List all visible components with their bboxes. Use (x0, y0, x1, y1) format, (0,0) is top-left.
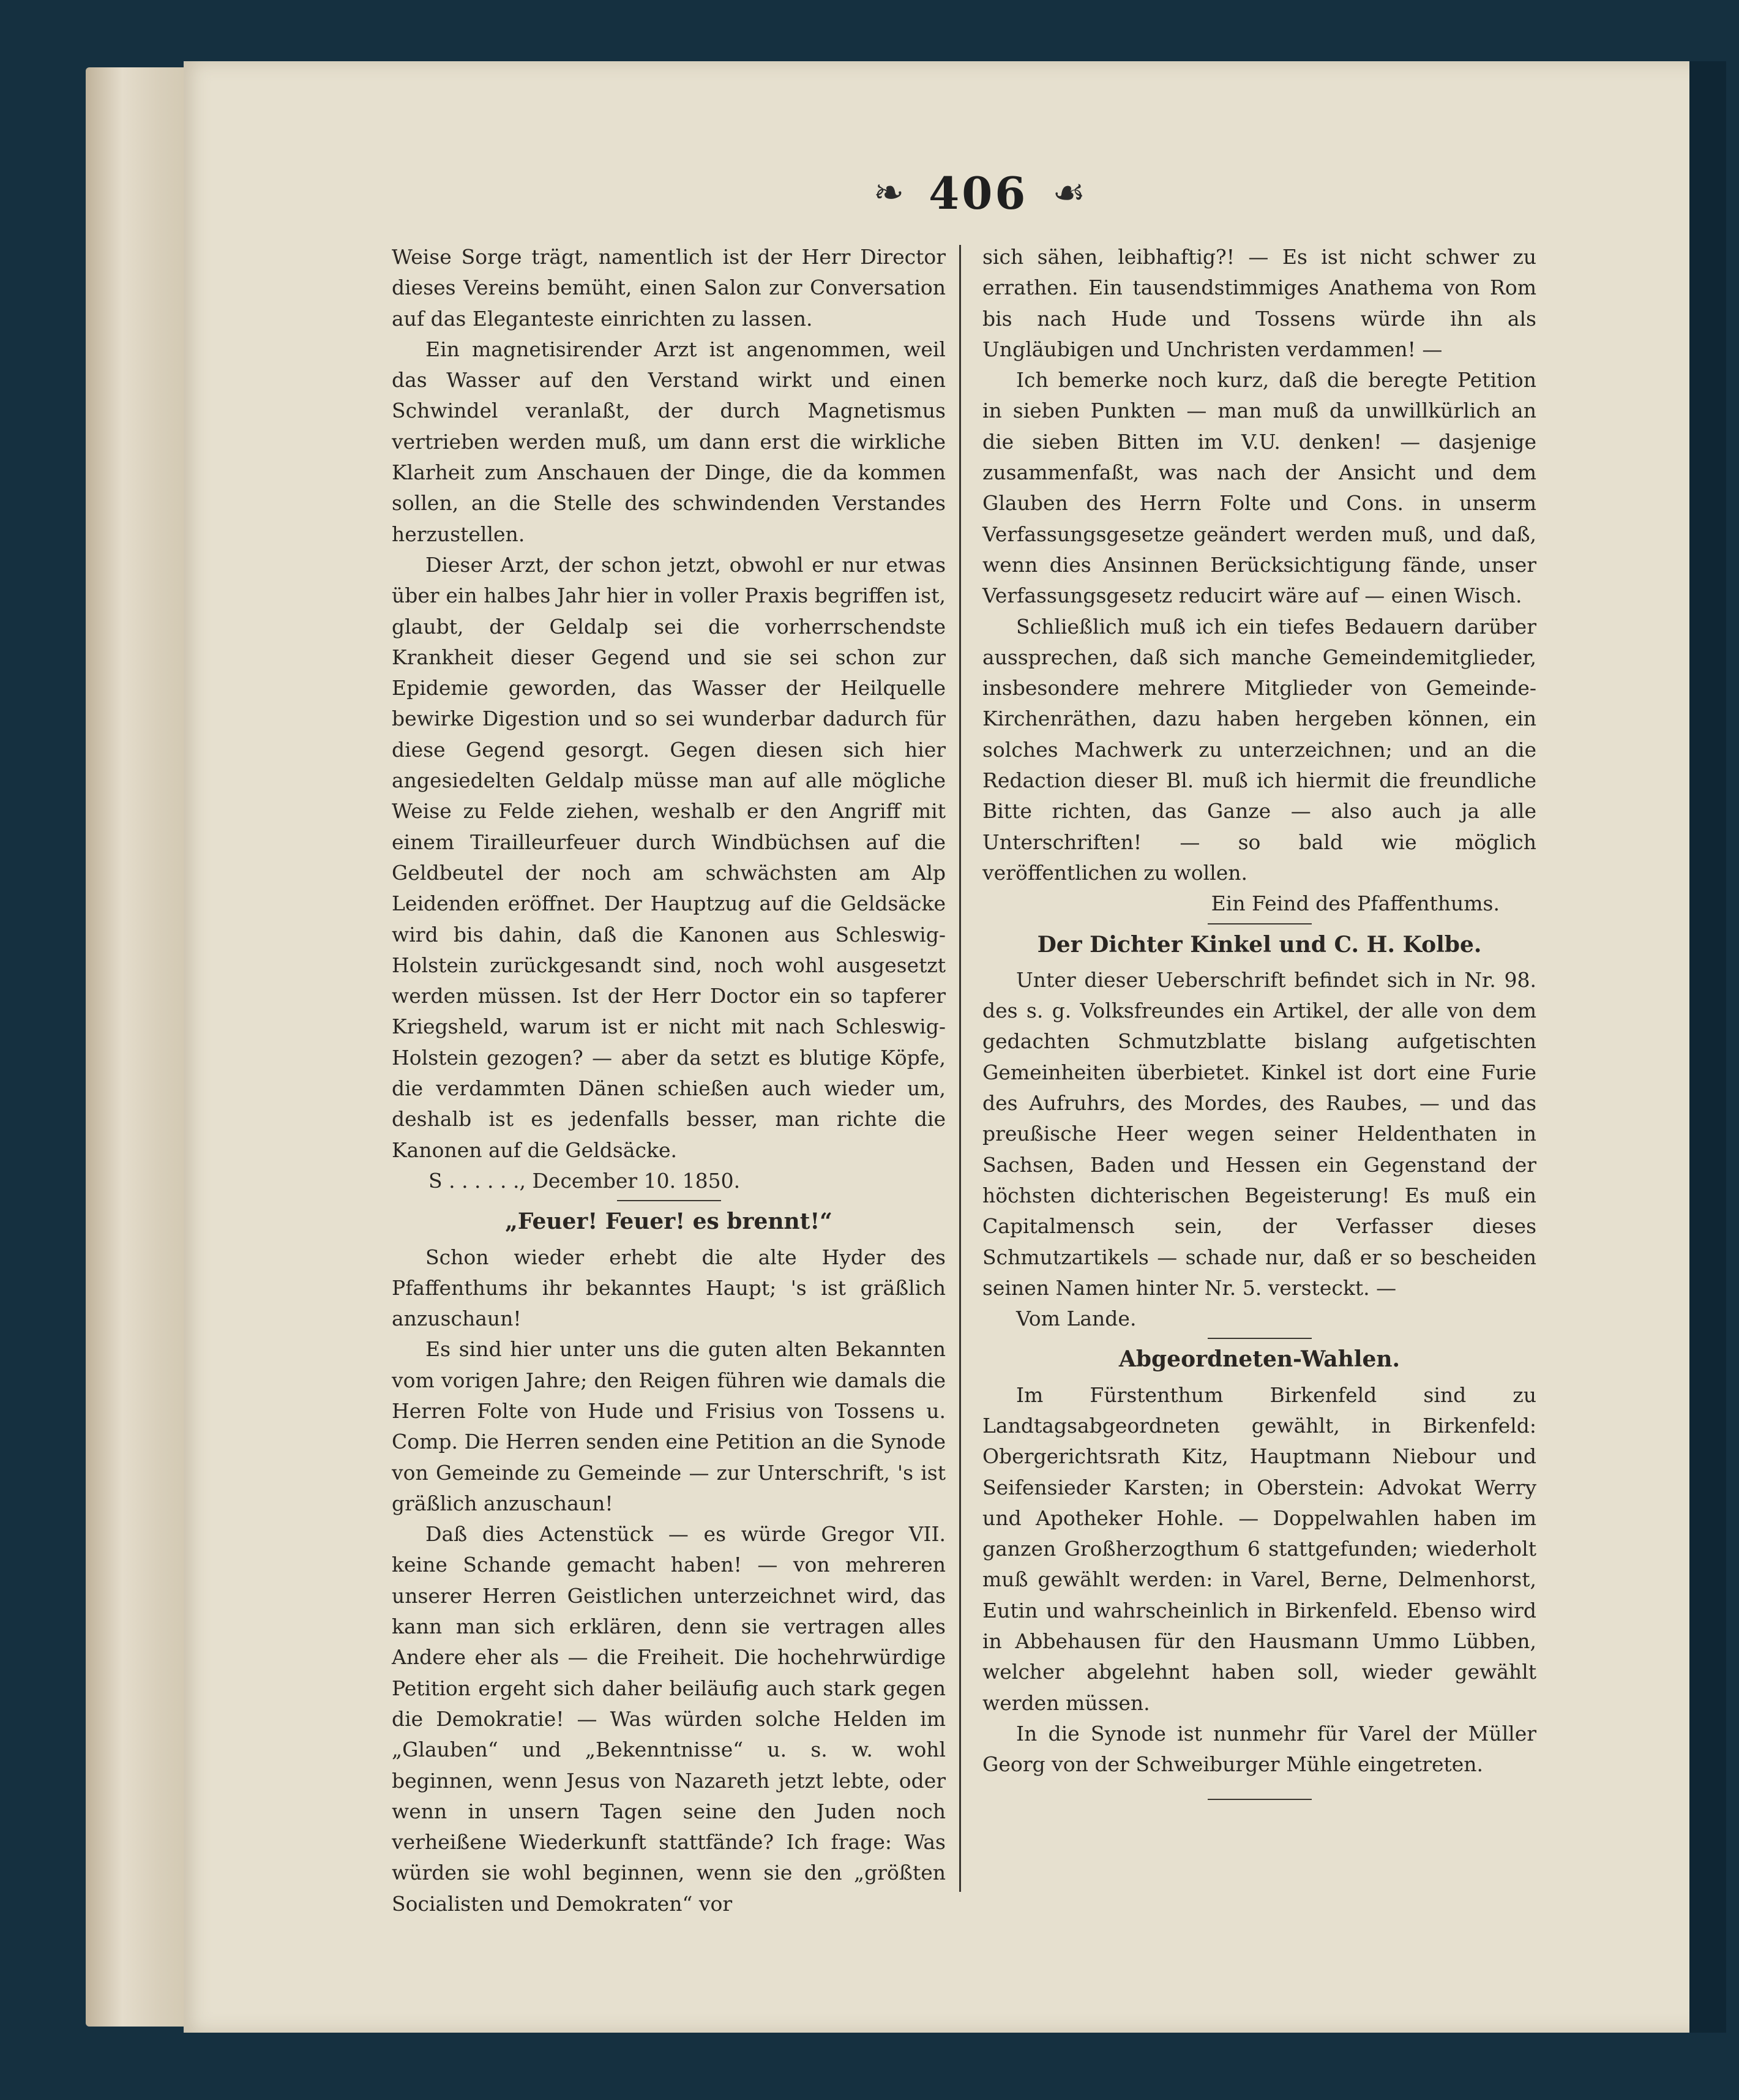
paragraph: Dieser Arzt, der schon jetzt, obwohl er nur etwas über ein halbes Jahr hier in voller Praxis begriffen ist, glaubt, der Geldalp sei die vorherrschendste Krankheit dieser Gegend und sie sei schon zur Epidemie geworden, das Wasser der Heilquelle bewirke Digestion und so sei wunderbar dadurch für diese Gegend gesorgt. Gegen diesen sich hier angesiedelten Geldalp müsse man auf alle mögliche Weise zu Felde ziehen, weshalb er den Angriff mit einem Tirailleurfeuer durch Windbüchsen auf die Geldbeutel der noch am schwächsten am Alp Leidenden eröffnet. Der Hauptzug auf die Geldsäcke wird bis dahin, daß die Kanonen aus Schleswig-Holstein zurückgesandt sind, noch wohl ausgesetzt werden müssen. Ist der Herr Doctor ein so tapferer Kriegsheld, warum ist er nicht mit nach Schleswig-Holstein gezogen? — aber da setzt es blutige Köpfe, die verdammten Dänen schießen auch wieder um, deshalb ist es jedenfalls besser, man richte die Kanonen auf die Geldsäcke. (392, 552, 946, 1162)
article-heading: Der Dichter Kinkel und C. H. Kolbe. (1037, 931, 1482, 958)
dateline: S . . . . . ., December 10. 1850. (428, 1168, 741, 1193)
paragraph: Ich bemerke noch kurz, daß die beregte Petition in sieben Punkten — man muß da unwillkürlich an die sieben Bitten im V.U. denken! — dasjenige zusammenfaßt, was nach der Ansicht und dem Glauben des Herrn Folte und Cons. in unserm Verfassungsgesetze geändert werden muß, und daß, wenn dies Ansinnen Berücksichtigung fände, unser Verfassungsgesetz reducirt wäre auf — einen Wisch. (982, 368, 1536, 608)
byline: Vom Lande. (1016, 1307, 1137, 1331)
paragraph: Daß dies Actenstück — es würde Gregor VII. keine Schande gemacht haben! — von mehreren unserer Herren Geistlichen unterzeichnet wird, das kann man sich erklären, denn sie vertragen alles Andere eher als — die Freiheit. Die hochehrwürdige Petition ergeht sich daher beiläufig auch stark gegen die Demokratie! — Was würden solche Helden im „Glauben“ und „Bekenntnisse“ u. s. w. wohl beginnen, wenn Jesus von Nazareth jetzt lebte, oder wenn in unsern Tagen seine den Juden noch verheißene Wiederkunft stattfände? Ich frage: Was würden sie wohl beginnen, wenn sie den „größten Socialisten und Demokraten“ vor (392, 1522, 946, 1916)
paragraph: In die Synode ist nunmehr für Varel der Müller Georg von der Schweiburger Mühle eingetreten. (982, 1721, 1536, 1777)
article-heading: „Feuer! Feuer! es brennt!“ (505, 1209, 832, 1235)
article-heading: Abgeordneten-Wahlen. (1118, 1346, 1401, 1373)
separator-rule (1208, 1338, 1312, 1339)
end-rule (1208, 1799, 1312, 1800)
left-ornament-icon: ❧ (873, 171, 905, 214)
paragraph: Unter dieser Ueberschrift befindet sich in Nr. 98. des s. g. Volksfreundes ein Artikel, der alle von dem gedachten Schmutzblatte bislang aufgetischten Gemeinheiten überbietet. Kinkel ist dort eine Furie des Aufruhrs, des Mordes, des Raubes, — und das preußische Heer wegen seiner Heldenthaten in Sachsen, Baden und Hessen ein Gegenstand der höchsten dichterischen Begeisterung! Es muß ein Capitalmensch sein, der Verfasser dieses Schmutzartikels — schade nur, daß er so bescheiden seinen Namen hinter Nr. 5. versteckt. — (982, 967, 1536, 1300)
paragraph: Weise Sorge trägt, namentlich ist der Herr Director dieses Vereins bemüht, einen Salon zur Conversation auf das Eleganteste einrichten zu lassen. (392, 245, 946, 331)
paragraph: Im Fürstenthum Birkenfeld sind zu Landtagsabgeordneten gewählt, in Birkenfeld: Obergerichtsrath Kitz, Hauptmann Niebour und Seifensieder Karsten; in Oberstein: Advokat Werry und Apotheker Hohle. — Doppelwahlen haben im ganzen Großherzogthum 6 stattgefunden; wiederholt muß gewählt werden: in Varel, Berne, Delmenhorst, Eutin und wahrscheinlich in Birkenfeld. Ebenso wird in Abbehausen für den Hausmann Ummo Lübben, welcher abgelehnt haben soll, wieder gewählt werden müssen. (982, 1382, 1536, 1715)
paragraph: Schon wieder erhebt die alte Hyder des Pfaffenthums ihr bekanntes Haupt; 's ist gräßlich anzuschaun! (392, 1245, 946, 1331)
separator-rule (617, 1200, 721, 1201)
book-cover-edge (1689, 61, 1726, 2033)
paragraph: sich sähen, leibhaftig?! — Es ist nicht schwer zu errathen. Ein tausendstimmiges Anathema von Rom bis nach Hude und Tossens würde ihn als Ungläubigen und Unchristen verdammen! — (982, 245, 1536, 361)
page-number: 406 (929, 167, 1028, 219)
separator-rule (1208, 923, 1312, 924)
paragraph: Schließlich muß ich ein tiefes Bedauern darüber aussprechen, daß sich manche Gemeindemitglieder, insbesondere mehrere Mitglieder von Gemeinde-Kirchenräthen, dazu haben hergeben können, ein solches Machwerk zu unterzeichnen; und an die Redaction dieser Bl. muß ich hiermit die freundliche Bitte richten, das Ganze — also auch ja alle Unterschriften! — so bald wie möglich veröffentlichen zu wollen. (982, 614, 1536, 885)
signature: Ein Feind des Pfaffenthums. (1211, 891, 1500, 916)
paragraph: Es sind hier unter uns die guten alten Bekannten vom vorigen Jahre; den Reigen führen wie damals die Herren Folte von Hude und Frisius von Tossens u. Comp. Die Herren senden eine Petition an die Synode von Gemeinde zu Gemeinde — zur Unterschrift, 's ist gräßlich anzuschaun! (392, 1337, 946, 1515)
left-column (392, 242, 946, 1919)
right-ornament-icon: ☙ (1052, 171, 1086, 214)
page-header (796, 165, 1163, 220)
column-rule (959, 245, 961, 1892)
paragraph: Ein magnetisirender Arzt ist angenommen, weil das Wasser auf den Verstand wirkt und einen Schwindel veranlaßt, der durch Magnetismus vertrieben werden muß, um dann erst die wirkliche Klarheit zum Anschauen der Dinge, die da kommen sollen, an die Stelle des schwindenden Verstandes herzustellen. (392, 337, 946, 546)
right-column (982, 242, 1536, 1805)
